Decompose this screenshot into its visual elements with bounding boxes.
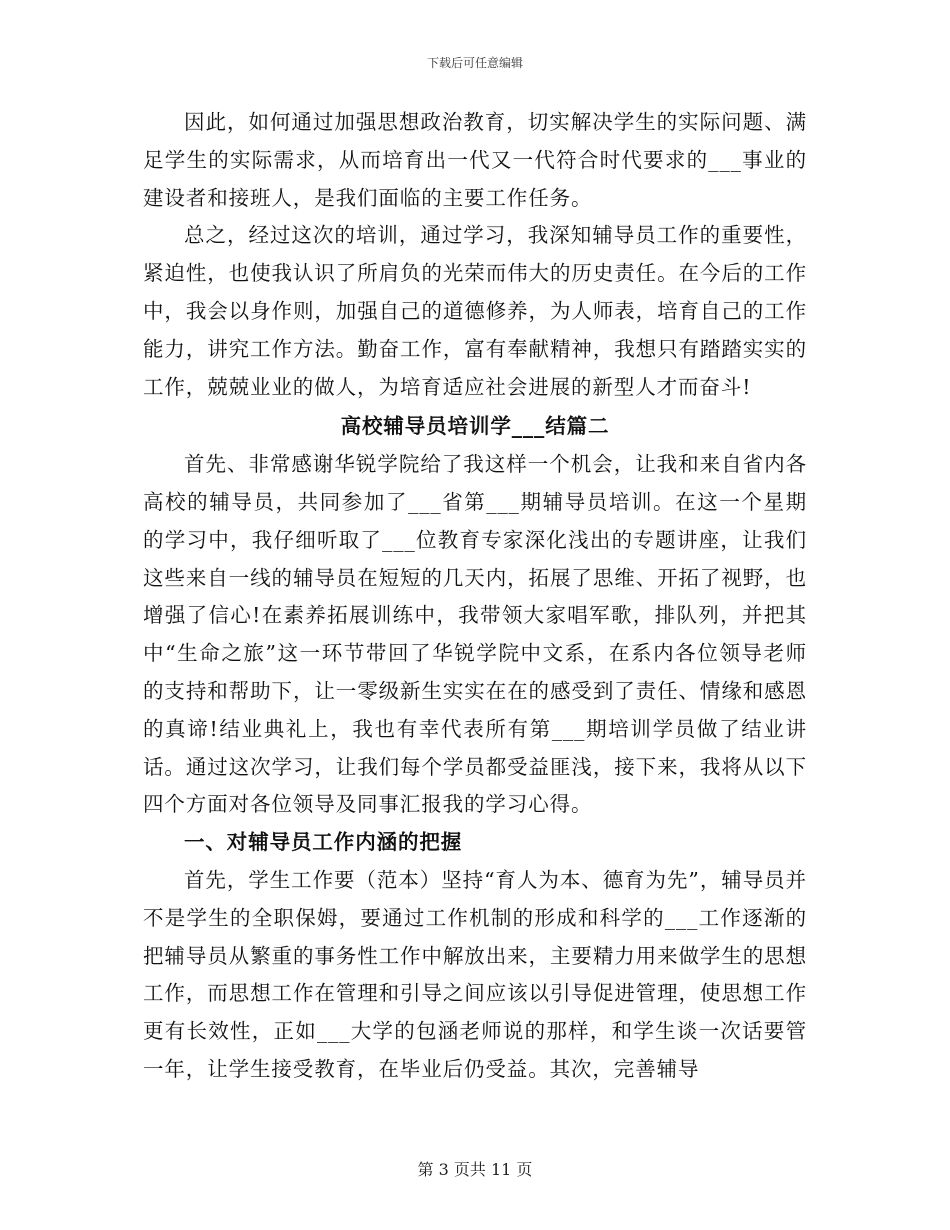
page-header: 下载后可任意编辑 <box>426 56 523 70</box>
paragraph: 首先、非常感谢华锐学院给了我这样一个机会，让我和来自省内各高校的辅导员，共同参加了___省第___期辅导员培训。在这一个星期的学习中，我仔细听取了___位教育专家深化浅出的专题讲座，让我们这些来自一线的辅导员在短短的几天内，拓展了思维、开拓了视野，也增强了信心!在素养拓展训练中，我带领大家唱军歌，排队列，并把其中“生命之旅”这一环节带回了华锐学院中文系，在系内各位领导老师的支持和帮助下，让一零级新生实实在在的感受到了责任、情缘和感恩的真谛!结业典礼上，我也有幸代表所有第___期培训学员做了结业讲话。通过这次学习，让我们每个学员都受益匪浅，接下来，我将从以下四个方面对各位领导及同事汇报我的学习心得。 <box>143 452 807 817</box>
paragraph: 总之，经过这次的培训，通过学习，我深知辅导员工作的重要性，紧迫性，也使我认识了所肩负的光荣而伟大的历史责任。在今后的工作中，我会以身作则，加强自己的道德修养，为人师表，培育自己的工作能力，讲究工作方法。勤奋工作，富有奉献精神，我想只有踏踏实实的工作，兢兢业业的做人，为培育适应社会进展的新型人才而奋斗! <box>143 223 807 399</box>
paragraph: 首先，学生工作要（范本）坚持“育人为本、德育为先”，辅导员并不是学生的全职保姆，要通过工作机制的形成和科学的___工作逐渐的把辅导员从繁重的事务性工作中解放出来，主要精力用来做学生的思想工作，而思想工作在管理和引导之间应该以引导促进管理，使思想工作更有长效性，正如___大学的包涵老师说的那样，和学生谈一次话要管一年，让学生接受教育，在毕业后仍受益。其次，完善辅导 <box>143 867 807 1081</box>
paragraph: 因此，如何通过加强思想政治教育，切实解决学生的实际问题、满足学生的实际需求，从而培育出一代又一代符合时代要求的___事业的建设者和接班人，是我们面临的主要工作任务。 <box>143 110 807 210</box>
page-footer: 第 3 页共 11 页 <box>417 1160 533 1179</box>
section-title: 高校辅导员培训学___结篇二 <box>340 414 610 439</box>
document-body <box>143 104 807 1089</box>
subheading: 一、对辅导员工作内涵的把握 <box>184 830 463 855</box>
